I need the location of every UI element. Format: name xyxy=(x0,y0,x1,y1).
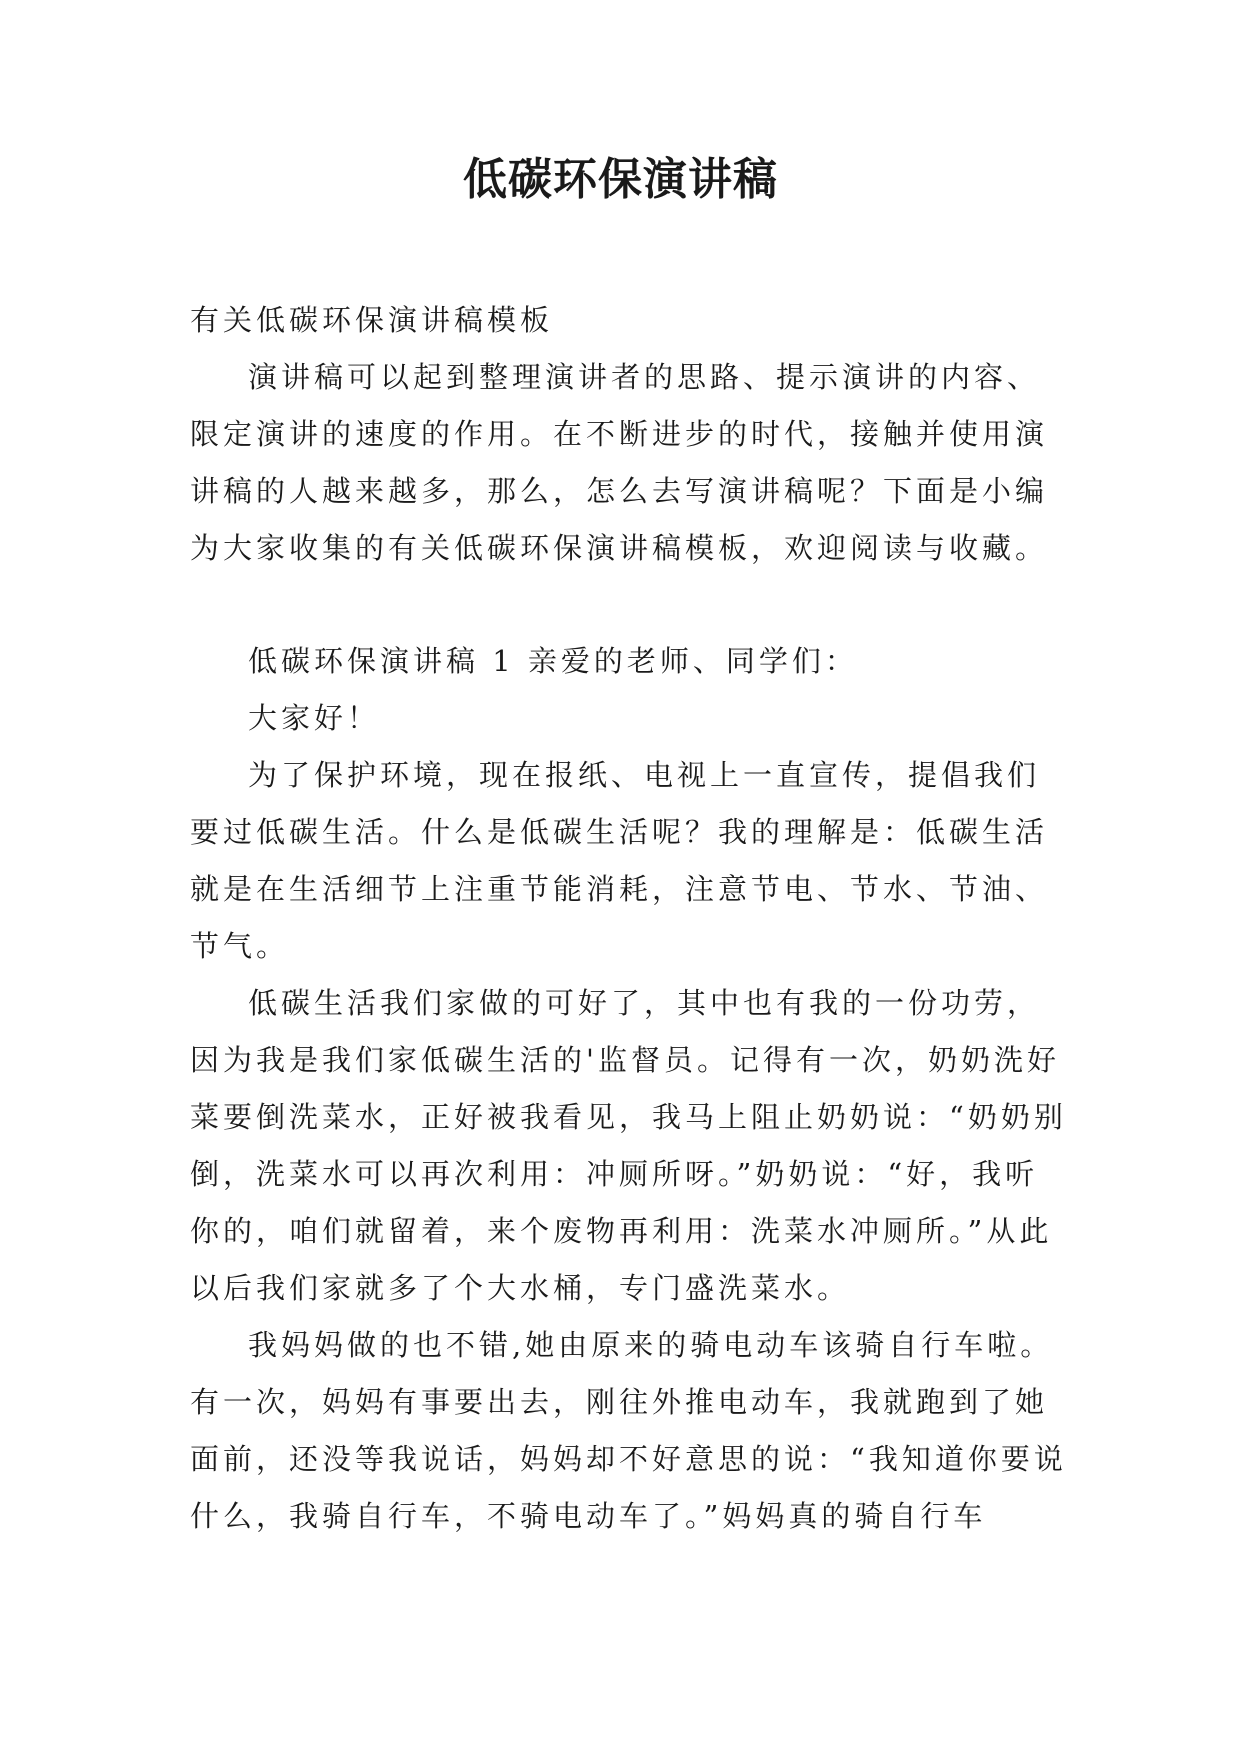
speech-section xyxy=(190,633,1070,1545)
intro-paragraph: 演讲稿可以起到整理演讲者的思路、提示演讲的内容、限定演讲的速度的作用。在不断进步的时代，接触并使用演讲稿的人越来越多，那么，怎么去写演讲稿呢？下面是小编为大家收集的有关低碳环保演讲稿模板，欢迎阅读与收藏。 xyxy=(190,360,1049,565)
document-title: 低碳环保演讲稿 xyxy=(463,154,778,205)
intro-section xyxy=(190,292,1070,577)
document-subtitle: 有关低碳环保演讲稿模板 xyxy=(190,303,554,337)
body-paragraph: 低碳生活我们家做的可好了，其中也有我的一份功劳，因为我是我们家低碳生活的'监督员。记得有一次，奶奶洗好菜要倒洗菜水，正好被我看见，我马上阻止奶奶说：“奶奶别倒，洗菜水可以再次利用：冲厕所呀。”奶奶说：“好，我听你的，咱们就留着，来个废物再利用：洗菜水冲厕所。”从此以后我们家就多了个大水桶，专门盛洗菜水。 xyxy=(190,986,1067,1305)
body-paragraph: 我妈妈做的也不错,她由原来的骑电动车该骑自行车啦。有一次，妈妈有事要出去，刚往外推电动车，我就跑到了她面前，还没等我说话，妈妈却不好意思的说：“我知道你要说什么，我骑自行车，不骑电动车了。”妈妈真的骑自行车 xyxy=(190,1328,1067,1533)
speech-heading: 低碳环保演讲稿 1 亲爱的老师、同学们： xyxy=(248,644,858,678)
speech-greeting: 大家好！ xyxy=(248,701,381,735)
body-paragraph: 为了保护环境，现在报纸、电视上一直宣传，提倡我们要过低碳生活。什么是低碳生活呢？我的理解是：低碳生活就是在生活细节上注重节能消耗，注意节电、节水、节油、节气。 xyxy=(190,758,1049,963)
